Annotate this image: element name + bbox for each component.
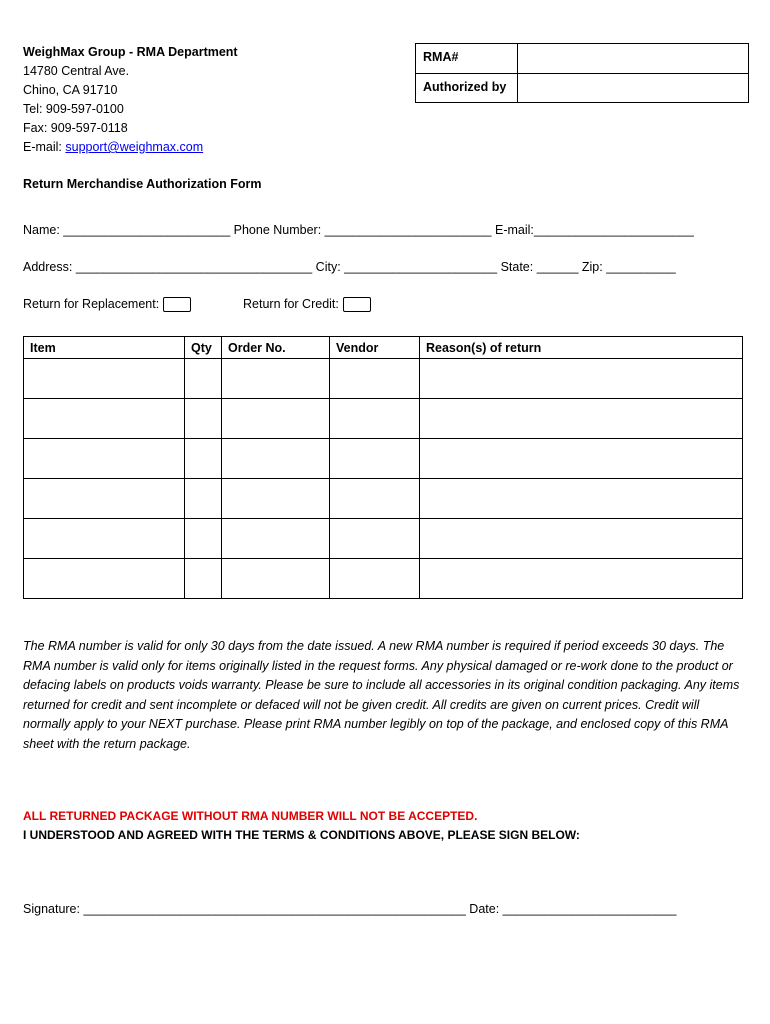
date-field[interactable]: _________________________ <box>502 902 677 916</box>
vendor-cell[interactable] <box>330 439 420 479</box>
contact-fields-row <box>23 223 694 237</box>
name-label: Name: <box>23 223 64 237</box>
item-cell[interactable] <box>24 439 185 479</box>
qty-cell[interactable] <box>185 399 222 439</box>
company-city: Chino, CA 91710 <box>23 83 118 97</box>
column-header-qty: Qty <box>185 337 222 359</box>
signature-label: Signature: <box>23 902 84 916</box>
qty-cell[interactable] <box>185 479 222 519</box>
item-cell[interactable] <box>24 359 185 399</box>
email-field[interactable]: _______________________ <box>533 223 694 237</box>
agreement-statement: I UNDERSTOOD AND AGREED WITH THE TERMS & CONDITIONS ABOVE, PLEASE SIGN BELOW: <box>23 828 580 842</box>
signature-row <box>23 902 676 916</box>
vendor-cell[interactable] <box>330 479 420 519</box>
phone-label: Phone Number: <box>230 223 325 237</box>
vendor-cell[interactable] <box>330 519 420 559</box>
authorized-by-label: Authorized by <box>423 80 507 94</box>
table-header-row <box>24 337 743 359</box>
return-replacement-label: Return for Replacement: <box>23 297 160 311</box>
rma-number-row <box>416 44 748 73</box>
zip-label: Zip: <box>578 260 607 274</box>
reason-cell[interactable] <box>420 439 743 479</box>
company-email-line <box>23 138 238 157</box>
item-cell[interactable] <box>24 399 185 439</box>
rma-box <box>415 43 749 103</box>
company-address-block <box>23 43 238 157</box>
return-replacement-option <box>23 297 191 312</box>
state-field[interactable]: ______ <box>536 260 579 274</box>
order-no-cell[interactable] <box>222 479 330 519</box>
table-row <box>24 479 743 519</box>
company-street: 14780 Central Ave. <box>23 64 130 78</box>
table-row <box>24 559 743 599</box>
qty-cell[interactable] <box>185 559 222 599</box>
company-email-label: E-mail: <box>23 140 66 154</box>
rma-number-label: RMA# <box>423 50 459 64</box>
order-no-cell[interactable] <box>222 399 330 439</box>
company-fax: Fax: 909-597-0118 <box>23 121 128 135</box>
form-title: Return Merchandise Authorization Form <box>23 177 262 191</box>
company-name: WeighMax Group - RMA Department <box>23 45 238 59</box>
return-replacement-checkbox[interactable] <box>163 297 191 312</box>
date-label: Date: <box>465 902 503 916</box>
reason-cell[interactable] <box>420 479 743 519</box>
item-cell[interactable] <box>24 559 185 599</box>
return-items-table <box>23 336 743 599</box>
column-header-reason: Reason(s) of return <box>420 337 743 359</box>
city-field[interactable]: ______________________ <box>344 260 498 274</box>
table-row <box>24 439 743 479</box>
item-cell[interactable] <box>24 519 185 559</box>
qty-cell[interactable] <box>185 439 222 479</box>
address-fields-row <box>23 260 676 274</box>
state-label: State: <box>497 260 537 274</box>
address-label: Address: <box>23 260 76 274</box>
name-field[interactable]: ________________________ <box>63 223 231 237</box>
column-header-order-no: Order No. <box>222 337 330 359</box>
return-credit-option <box>243 297 371 312</box>
item-cell[interactable] <box>24 479 185 519</box>
reason-cell[interactable] <box>420 519 743 559</box>
company-tel: Tel: 909-597-0100 <box>23 102 124 116</box>
company-email-link[interactable]: support@weighmax.com <box>65 140 204 154</box>
terms-paragraph: The RMA number is valid for only 30 days from the date issued. A new RMA number is required if period exceeds 30 days. The RMA number is valid only for items originally listed in the request forms. Any physical damaged or re-work done to the product or defacing labels on products voids warranty. Please be sure to include all accessories in its original condition packaging. Any items returned for credit and sent incomplete or defaced will not be given credit. All credits are given on current prices. Credit will normally apply to your NEXT purchase. Please print RMA number legibly on top of the package, and enclosed copy of this RMA sheet with the return package. <box>23 639 740 751</box>
vendor-cell[interactable] <box>330 559 420 599</box>
table-row <box>24 519 743 559</box>
column-header-vendor: Vendor <box>330 337 420 359</box>
order-no-cell[interactable] <box>222 559 330 599</box>
vendor-cell[interactable] <box>330 359 420 399</box>
order-no-cell[interactable] <box>222 519 330 559</box>
signature-field[interactable]: _______________________________________________________ <box>83 902 466 916</box>
return-credit-checkbox[interactable] <box>343 297 371 312</box>
qty-cell[interactable] <box>185 359 222 399</box>
authorized-by-row <box>416 73 748 103</box>
address-field[interactable]: __________________________________ <box>75 260 313 274</box>
table-row <box>24 399 743 439</box>
zip-field[interactable]: __________ <box>606 260 676 274</box>
vendor-cell[interactable] <box>330 399 420 439</box>
city-label: City: <box>312 260 345 274</box>
column-header-item: Item <box>24 337 185 359</box>
order-no-cell[interactable] <box>222 359 330 399</box>
rma-warning: ALL RETURNED PACKAGE WITHOUT RMA NUMBER WILL NOT BE ACCEPTED. <box>23 809 478 823</box>
return-credit-label: Return for Credit: <box>243 297 339 311</box>
order-no-cell[interactable] <box>222 439 330 479</box>
reason-cell[interactable] <box>420 399 743 439</box>
reason-cell[interactable] <box>420 359 743 399</box>
reason-cell[interactable] <box>420 559 743 599</box>
email-label: __ E-mail: <box>477 223 534 237</box>
phone-field[interactable]: ______________________ <box>324 223 478 237</box>
table-row <box>24 359 743 399</box>
qty-cell[interactable] <box>185 519 222 559</box>
